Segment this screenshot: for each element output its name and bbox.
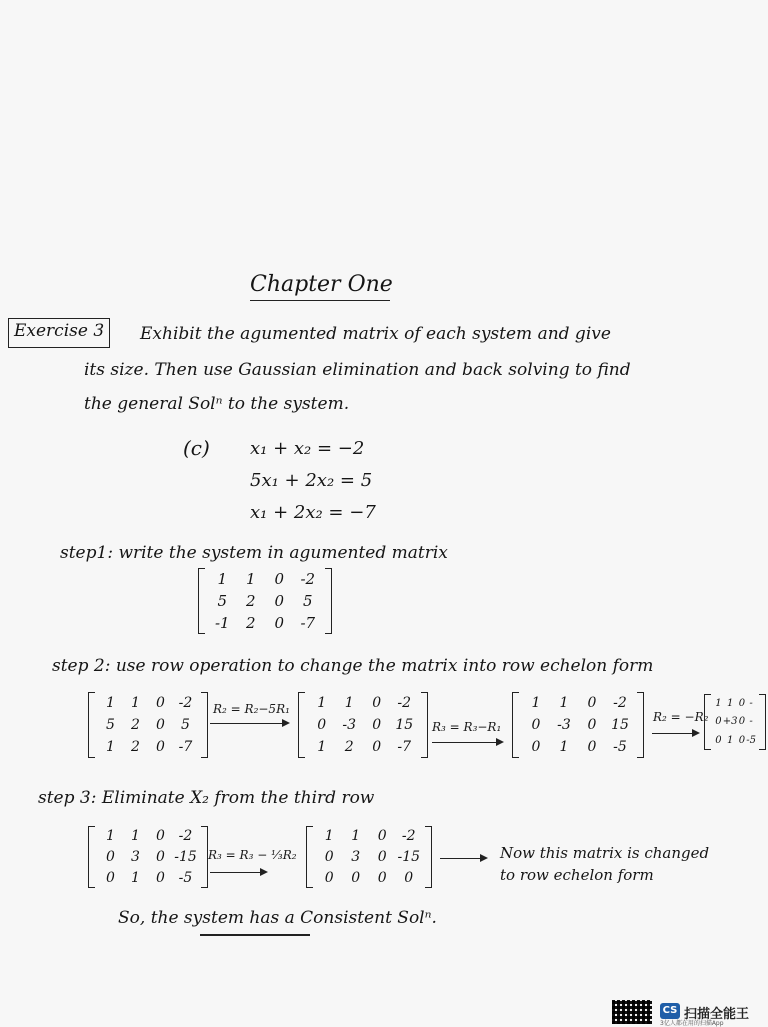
step2-matrix-3 [512,692,644,758]
matrix-cell: 3 [131,848,140,865]
op-label-1: R₂ = R₂−5R₁ [213,702,290,716]
matrix-bracket-right [201,692,208,758]
matrix-grid [522,692,634,758]
matrix-cell: -2 [178,828,193,845]
matrix-cell: 1 [106,739,115,755]
matrix-cell: 0 [377,828,387,845]
matrix-cell: 0 [404,869,414,886]
camscanner-logo: CS [660,1003,680,1019]
matrix-cell: 1 [131,828,140,845]
matrix-cell: 2 [131,717,140,733]
matrix-cell: 1 [317,695,327,711]
intro-line-2: its size. Then use Gaussian elimination and back solving to find [84,360,631,380]
matrix-cell: 1 [324,828,334,845]
arrow-3 [652,733,698,734]
op-label-3: R₂ = −R₂ [653,710,709,724]
note-line-2: to row echelon form [500,866,654,884]
matrix-cell: 0 [156,739,165,755]
matrix-grid [98,826,198,888]
matrix-cell: 0 [715,716,722,728]
matrix-cell: 1 [131,869,140,886]
arrow-4 [210,872,266,873]
matrix-bracket-right [421,692,428,758]
matrix-cell: 2 [344,739,354,755]
matrix-cell: 0 [372,717,382,733]
equation-2: 5x₁ + 2x₂ = 5 [250,470,373,491]
matrix-cell: 0 [156,695,165,711]
matrix-cell: 0 [372,739,382,755]
matrix-grid [308,692,418,758]
arrow-1 [210,723,288,724]
exercise-label: Exercise 3 [14,321,105,341]
arrow-5 [440,858,486,859]
matrix-bracket-right [201,826,208,888]
matrix-cell: 1 [531,695,541,711]
matrix-cell: 0 [372,695,382,711]
matrix-cell: - [749,716,753,728]
matrix-cell: 1 [106,828,115,845]
matrix-grid [316,826,422,888]
matrix-cell: 15 [395,717,414,733]
matrix-cell: -2 [300,570,316,588]
matrix-cell: 0 [377,869,387,886]
matrix-bracket-left [88,692,95,758]
matrix-cell: 0 [531,739,541,755]
matrix-cell: -2 [613,695,627,711]
step2-matrix-2 [298,692,428,758]
matrix-cell: 1 [715,697,722,709]
matrix-cell: 0 [324,869,334,886]
matrix-bracket-left [298,692,305,758]
op-label-2: R₃ = R₃−R₁ [432,720,502,734]
matrix-cell: 0 [156,869,165,886]
matrix-cell: 0 [715,735,722,747]
scanner-brand: 扫描全能王 [684,1007,750,1022]
matrix-cell: 0 [156,717,165,733]
matrix-cell: 1 [245,570,256,588]
matrix-cell: -5 [178,869,193,886]
matrix-bracket-left [306,826,313,888]
matrix-cell: 5 [181,717,190,733]
step3-heading: step 3: Eliminate X₂ from the third row [38,788,375,808]
matrix-cell: -5 [746,735,756,747]
matrix-cell: -15 [397,848,421,865]
op-label-4: R₃ = R₃ − ⅓R₂ [208,848,297,862]
matrix-cell: 0 [738,735,746,747]
matrix-grid [208,568,322,634]
matrix-cell: -7 [397,739,412,755]
matrix-cell: -2 [178,695,193,711]
qr-code-icon [612,1000,652,1024]
matrix-cell: 2 [131,739,140,755]
matrix-cell: -3 [342,717,357,733]
part-label: (c) [183,436,210,460]
arrow-2 [432,742,502,743]
matrix-cell: 2 [245,614,256,632]
matrix-cell: -1 [214,614,230,632]
matrix-bracket-right [425,826,432,888]
matrix-cell: -7 [300,614,316,632]
matrix-bracket-right [759,694,766,750]
matrix-bracket-left [512,692,519,758]
matrix-cell: 1 [559,739,569,755]
matrix-cell: 0 [317,717,327,733]
title-underline [250,300,390,301]
matrix-grid [98,692,198,758]
matrix-cell: 1 [131,695,140,711]
matrix-cell: 0 [587,739,597,755]
matrix-cell: 0 [377,848,387,865]
step3-matrix-1 [88,826,208,888]
matrix-cell: 1 [726,697,734,709]
matrix-cell: 0 [587,717,597,733]
augmented-matrix [198,568,332,634]
matrix-cell: 2 [245,592,256,610]
matrix-cell: -7 [178,739,193,755]
step1-heading: step1: write the system in agumented matrix [60,543,448,563]
matrix-cell: 0 [587,695,597,711]
matrix-cell: 0 [274,592,285,610]
matrix-cell: 0 [738,697,746,709]
matrix-cell: -2 [401,828,416,845]
matrix-bracket-right [637,692,644,758]
matrix-cell: 1 [344,695,354,711]
matrix-bracket-left [198,568,205,634]
matrix-bracket-left [704,694,711,750]
matrix-cell: 0 [324,848,334,865]
matrix-grid [714,694,756,750]
equation-3: x₁ + 2x₂ = −7 [250,502,376,523]
intro-line-1: Exhibit the agumented matrix of each system and give [140,324,611,344]
step3-matrix-2 [306,826,432,888]
matrix-cell: +3 [722,716,738,728]
matrix-bracket-right [325,568,332,634]
note-line-1: Now this matrix is changed [500,844,710,862]
matrix-cell: - [749,697,753,709]
matrix-cell: 1 [559,695,569,711]
matrix-cell: -15 [174,848,197,865]
matrix-cell: 1 [726,735,734,747]
matrix-cell: 0 [351,869,361,886]
matrix-cell: 0 [531,717,541,733]
matrix-cell: 1 [106,695,115,711]
matrix-cell: 1 [217,570,228,588]
matrix-cell: -2 [397,695,412,711]
matrix-cell: 0 [106,869,115,886]
matrix-cell: 0 [274,614,285,632]
matrix-cell: 0 [106,848,115,865]
page-title: Chapter One [250,272,393,297]
matrix-cell: 0 [274,570,285,588]
matrix-bracket-left [88,826,95,888]
matrix-cell: 3 [351,848,361,865]
matrix-cell: 1 [351,828,361,845]
intro-line-3: the general Solⁿ to the system. [84,394,350,414]
matrix-cell: 5 [106,717,115,733]
matrix-cell: 0 [738,716,746,728]
conclusion-underline [200,934,310,936]
matrix-cell: 15 [611,717,629,733]
step2-heading: step 2: use row operation to change the matrix into row echelon form [52,656,654,676]
matrix-cell: 0 [156,828,165,845]
matrix-cell: 1 [317,739,327,755]
matrix-cell: 0 [156,848,165,865]
conclusion: So, the system has a Consistent Solⁿ. [118,908,437,928]
step2-matrix-1 [88,692,208,758]
step2-matrix-4 [704,694,766,750]
matrix-cell: -5 [613,739,627,755]
equation-1: x₁ + x₂ = −2 [250,438,365,459]
scanner-slogan: 3亿人都在用的扫描App [660,1020,724,1027]
matrix-cell: 5 [302,592,313,610]
matrix-cell: -3 [557,717,571,733]
matrix-cell: 5 [217,592,228,610]
